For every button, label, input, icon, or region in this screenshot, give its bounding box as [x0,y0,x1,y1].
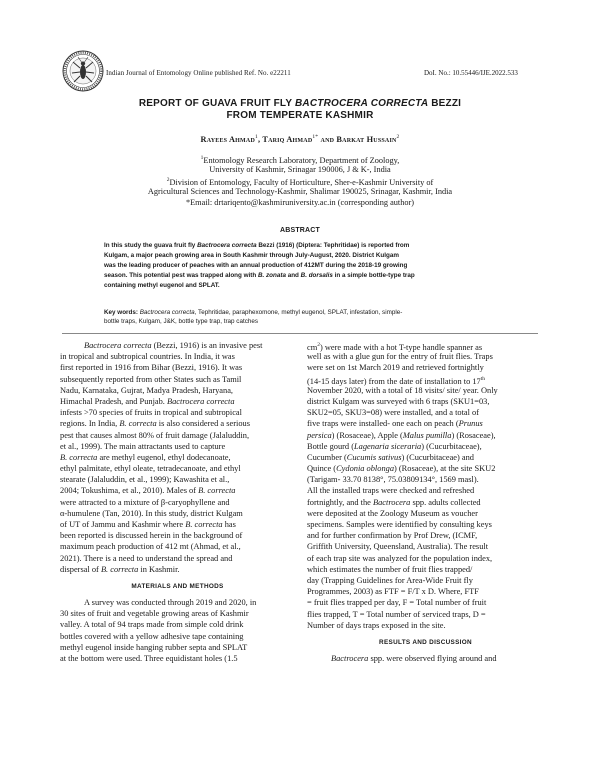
corresponding-email: *Email: drtariqento@kashmiruniversity.ac.in (corresponding author) [185,198,415,207]
paragraph-line: 30 sites of fruit and vegetable growing areas of Kashmir [60,609,249,619]
paragraph-line: pest that causes almost 80% of fruit damage (Jalaluddin, [60,430,250,440]
paragraph-line: (Tarigam- 33.70 8138°, 75.03809134°, 1569 masl). [307,475,479,485]
abstract-line-5: containing methyl eugenol and SPLAT. [104,282,220,289]
paragraph-line: maximum peach production of 412 mt (Ahmad, et al., [60,542,241,552]
affiliation-1-line-2: University of Kashmir, Srinagar 190006, J & K-, India [209,165,391,174]
article-title-line-1: REPORT OF GUAVA FRUIT FLY BACTROCERA CORRECTA BEZZI [138,98,462,109]
paragraph-line: well as with a glue gun for the entry of fruit flies. Traps [307,352,493,362]
title-species-name: BACTROCERA CORRECTA [295,98,429,109]
paragraph-line: November 2020, with a total of 18 visits/ site/ year. Only [307,385,498,395]
abstract-line-4: season. This potential pest was trapped along with B. zonata and B. dorsalis in a simple bottle-type trap [104,272,415,279]
author-2: Tariq Ahmad [262,134,313,144]
paragraph-line: at the bottom were used. Three equidistant holes (1.5 [60,653,238,663]
paragraph-line: Cucumber (Cucumis sativus) (Cucurbitaceae) and [307,452,474,462]
results-heading: RESULTS AND DISCUSSION [379,638,472,646]
paragraph-line: fortnightly, and the Bactrocera spp. adults collected [307,497,481,507]
paragraph-line: All the installed traps were checked and refreshed [307,486,475,496]
paragraph-line: SKU2=05, SKU3=08) were installed, and a total of [307,408,480,418]
paragraph-line: and for further confirmation by Prof Drew, (ICMF, [307,531,478,541]
paragraph-line: which estimates the number of fruit flies trapped/ [307,564,473,574]
journal-seal-logo [62,50,104,92]
paragraph-line: Nadu, Karnataka, Gujrat, Madya Pradesh, Haryana, [60,385,234,395]
paragraph-line: Himachal Pradesh, and Punjab. Bactrocera correcta [60,396,235,406]
paragraph-line: Quince (Cydonia oblonga) (Rosaceae), at the site SKU2 [307,464,496,474]
paragraph-line: B. correcta are methyl eugenol, ethyl dodecanoate, [60,452,231,462]
body-column-right [307,340,544,664]
paragraph-line: Programmes, 2003) as FTF = F/T x D. Where, FTF [307,587,479,597]
affiliation-2: $^2$Division of Entomology, Faculty of Horticulture, Sher-e-Kashmir University of [166,177,434,187]
journal-reference-line: Indian Journal of Entomology Online published Ref. No. e22211 [106,69,291,77]
doi-line: DoI. No.: 10.55446/IJE.2022.533 [424,69,518,77]
abstract-line-1: In this study the guava fruit fly Bactrocera correcta Bezzi (1916) (Diptera: Tephritidae) is reported from [104,242,410,249]
paragraph-line: = fruit flies trapped per day, F = Total number of fruit [307,598,487,608]
paragraph-line: 2021). There is a need to understand the spread and [60,553,233,563]
paragraph-line: stearate (Jalaluddin, et al., 1999); Kawashita et al., [60,475,230,485]
paragraph-line: Number of days traps exposed in the site. [307,620,446,630]
affiliation-2-line-2: Agricultural Sciences and Technology-Kashmir, Shalimar 190025, Srinagar, Kashmir, India [147,187,453,196]
abstract-heading: ABSTRACT [279,227,321,234]
paragraph-line: flies trapped, T = Total number of serviced traps, D = [307,609,486,619]
paragraph-line: day (Trapping Guidelines for Area-Wide Fruit fly [307,575,473,585]
body-column-left [60,340,295,664]
paragraph-line: regions. In India, B. correcta is also considered a serious [60,419,250,429]
paragraph-line: valley. A total of 94 traps made from simple cold drink [60,620,244,630]
paragraph-line: been reported is discussed herein in the background of [60,531,243,541]
paragraph-line: were deposited at the Zoology Museum as voucher [307,508,478,518]
paragraph-line: of each trap site was analyzed for the population index, [307,553,493,563]
paragraph-line: persica) (Rosaceae), Apple (Malus pumilla) (Rosaceae), [307,430,496,440]
paragraph-line: specimens. Samples were identified by consulting keys [307,520,492,529]
paragraph-line: of UT of Jammu and Kashmir where B. correcta has [60,520,236,529]
paragraph-line: α-humulene (Tan, 2010). In this study, district Kulgam [60,508,243,518]
paragraph-line: 2004; Tokushima, et al., 2010). Males of B. correcta [60,486,236,496]
paragraph-line: Bactrocera spp. were observed flying around and [331,653,497,663]
methods-heading: MATERIALS AND METHODS [131,582,224,590]
paragraph-line: were set on 1st March 2019 and retrieved fortnightly [307,363,484,373]
paragraph-line: in tropical and subtropical countries. In India, it was [60,352,235,362]
paragraph-line: district Kulgam was surveyed with 6 traps (SKU1=03, [307,396,490,406]
affiliation-1: $^1$Entomology Research Laboratory, Department of Zoology, [200,155,400,165]
paragraph-line: infests >70 species of fruits in tropical and subtropical [60,408,242,418]
paragraph-line: (14-15 days later) from the date of installation to 17th [307,375,486,386]
abstract-line-3: was the leading producer of peaches with an annual production of 412MT during the 2018-19 growing [104,262,408,269]
paragraph-line: A survey was conducted through 2019 and 2020, in [84,597,257,607]
keywords-line-1: Key words: Bactrocera correcta, Tephritidae, paraphexomone, methyl eugenol, SPLAT, infestation, simple- [104,309,403,316]
paragraph-line: subsequently reported from other States such as Tamil [60,374,242,384]
keywords-label: Key words: [104,309,140,316]
paragraph-line: Griffith University, Queensland, Australia). The result [307,542,489,552]
paragraph-line: Bactrocera correcta (Bezzi, 1916) is an invasive pest [84,341,263,350]
paragraph-line: first reported in 1916 from Bihar (Bezzi, 1916). It was [60,363,243,373]
paragraph-line: five traps were installed- one each on peach (Prunus [307,419,483,429]
paragraph-line: were attracted to a mixture of β-caryophyllene and [60,497,230,507]
keywords-line-2: bottle traps, Kulgam, J&K, bottle type trap, trap catches [104,318,259,325]
paragraph-line: Bottle gourd (Lagenaria siceraria) (Cucurbitaceae), [307,441,482,451]
paragraph-line: bottles covered with a yellow adhesive tape containing [60,631,244,641]
paragraph-line: et al., 1999). The main attractants used to capture [60,441,226,451]
paragraph-line: ethyl palmitate, ethyl oleate, tetradecanoate, and ethyl [60,464,241,474]
abstract-line-2: Kulgam, a major peach growing area in South Kashmir through July-August, 2020. District Kulgam [104,252,399,259]
section-divider [62,333,538,334]
author-1: Rayees Ahmad [200,134,255,144]
author-list: Rayees Ahmad$^1$, Tariq Ahmad$^{1*}$ and Barkat Hussain$^2$ [200,134,400,144]
paragraph-line: methyl eugenol inside hanging rubber septa and SPLAT [60,642,248,652]
paragraph-line: dispersal of B. correcta in Kashmir. [60,564,180,574]
paragraph-line: $cm^2$) were made with a hot T-type handle spanner as [307,342,483,352]
article-title-line-2: FROM TEMPERATE KASHMIR [226,110,374,121]
author-3: Barkat Hussain [336,134,397,144]
